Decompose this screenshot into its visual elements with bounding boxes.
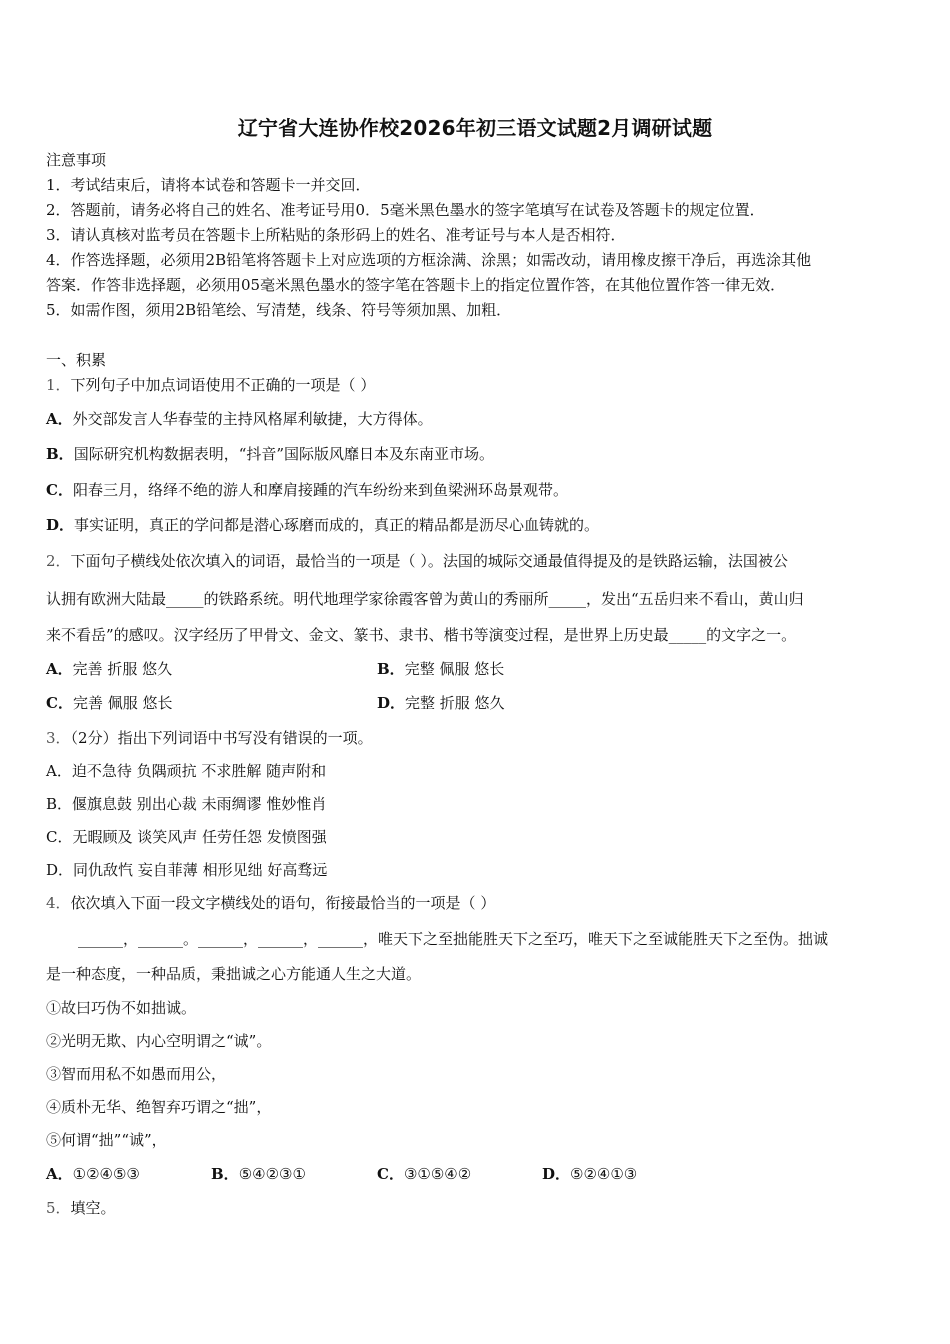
page-title: 辽宁省大连协作校2026年初三语文试题2月调研试题: [237, 116, 713, 140]
question-1-stem: [46, 375, 375, 395]
question-text: 下面句子横线处依次填入的词语，最恰当的一项是（ ）。法国的城际交通最值得提及的是铁路运输，法国被公: [70, 552, 788, 570]
option-label: C．: [377, 1165, 404, 1183]
notice-item: 答案．作答非选择题，必须用05毫米黑色墨水的签字笔在答题卡上的指定位置作答，在其他位置作答一律无效．: [46, 276, 786, 294]
notice-item: 2．答题前，请务必将自己的姓名、准考证号用0．5毫米黑色墨水的签字笔填写在试卷及答题卡的规定位置．: [46, 201, 765, 219]
option-label: B．: [46, 795, 73, 813]
question-2-line: 认拥有欧洲大陆最_____的铁路系统。明代地理学家徐霞客曾为黄山的秀丽所_____，发出“五岳归来不看山，黄山归: [46, 590, 804, 608]
notice-heading: 注意事项: [46, 151, 107, 169]
notice-item: 5．如需作图，须用2B铅笔绘、写清楚，线条、符号等须加黑、加粗．: [46, 301, 512, 319]
option-label: D．: [46, 861, 74, 879]
option-label: A．: [46, 1165, 73, 1183]
question-1-option-c: [46, 480, 568, 500]
question-5-stem: [46, 1198, 116, 1218]
question-4-item: ②光明无欺、内心空明谓之“诚”。: [46, 1032, 272, 1050]
question-2-option-a: [46, 659, 172, 679]
option-text: ⑤④②③①: [238, 1165, 306, 1183]
question-4-stem: [46, 893, 495, 913]
option-text: 偃旗息鼓 别出心裁 未雨绸谬 惟妙惟肖: [72, 795, 327, 813]
option-text: 国际研究机构数据表明，“抖音”国际版风靡日本及东南亚市场。: [73, 445, 495, 463]
option-label: A．: [46, 660, 73, 678]
question-number: 2．: [46, 552, 71, 570]
notice-item: 4．作答选择题，必须用2B铅笔将答题卡上对应选项的方框涂满、涂黑；如需改动，请用橡皮擦干净后，再选涂其他: [46, 251, 812, 269]
option-label: C．: [46, 481, 73, 499]
question-4-option-a: [46, 1164, 140, 1184]
question-2-line: 来不看岳”的感叹。汉字经历了甲骨文、金文、篆书、隶书、楷书等演变过程，是世界上历史最_____的文字之一。: [46, 626, 797, 644]
option-text: 同仇敌忾 妄自菲薄 相形见绌 好高骛远: [73, 861, 328, 879]
section-heading: 一、积累: [46, 351, 107, 369]
question-text: 下列句子中加点词语使用不正确的一项是（ ）: [70, 376, 376, 394]
question-4-option-d: [542, 1164, 637, 1184]
option-text: 无暇顾及 谈笑风声 任劳任怨 发愤图强: [72, 828, 327, 846]
option-label: A．: [46, 410, 73, 428]
question-4-passage: ______，______。______，______，______，唯天下之至拙能胜天下之至巧，唯天下之至诚能胜天下之至伪。拙诚: [78, 930, 829, 948]
option-text: 事实证明，真正的学问都是潜心琢磨而成的，真正的精品都是沥尽心血铸就的。: [74, 516, 600, 534]
question-2-stem: [46, 551, 788, 571]
question-number: 1．: [46, 376, 71, 394]
option-label: B．: [211, 1165, 239, 1183]
question-number: 3．: [46, 729, 71, 747]
option-label: C．: [46, 828, 73, 846]
question-1-option-d: [46, 515, 599, 535]
question-3-option-b: [46, 794, 326, 814]
question-4-item: ③智而用私不如愚而用公，: [46, 1065, 227, 1083]
option-text: 外交部发言人华春莹的主持风格犀利敏捷，大方得体。: [72, 410, 433, 428]
question-number: 4．: [46, 894, 71, 912]
question-1-option-b: [46, 444, 494, 464]
question-text: （2分）指出下列词语中书写没有错误的一项。: [70, 729, 373, 747]
question-4-option-c: [377, 1164, 471, 1184]
question-2-option-b: [377, 659, 504, 679]
option-label: C．: [46, 694, 73, 712]
question-3-option-d: [46, 860, 327, 880]
option-label: D．: [46, 516, 75, 534]
question-1-option-a: [46, 409, 433, 429]
question-3-stem: [46, 728, 373, 748]
question-4-passage: 是一种态度，一种品质，秉拙诚之心方能通人生之大道。: [46, 965, 422, 983]
option-text: 完善 折服 悠久: [72, 660, 173, 678]
option-label: D．: [542, 1165, 571, 1183]
notice-item: 1．考试结束后，请将本试卷和答题卡一并交回．: [46, 176, 371, 194]
option-text: 阳春三月，络绎不绝的游人和摩肩接踵的汽车纷纷来到鱼梁洲环岛景观带。: [72, 481, 568, 499]
option-label: A．: [46, 762, 72, 780]
option-text: 完善 佩服 悠长: [72, 694, 173, 712]
option-text: ③①⑤④②: [403, 1165, 472, 1183]
option-label: B．: [377, 660, 405, 678]
question-3-option-c: [46, 827, 327, 847]
question-2-option-c: [46, 693, 173, 713]
question-4-item: ⑤何谓“拙”“诚”，: [46, 1131, 167, 1149]
question-text: 填空。: [70, 1199, 116, 1217]
option-text: 迫不急待 负隅顽抗 不求胜解 随声附和: [71, 762, 327, 780]
option-text: 完整 折服 悠久: [405, 694, 505, 712]
question-text: 依次填入下面一段文字横线处的语句，衔接最恰当的一项是（ ）: [70, 894, 496, 912]
option-label: B．: [46, 445, 74, 463]
notice-item: 3．请认真核对监考员在答题卡上所粘贴的条形码上的姓名、准考证号与本人是否相符．: [46, 226, 626, 244]
question-4-item: ④质朴无华、绝智弃巧谓之“拙”，: [46, 1098, 272, 1116]
option-text: ⑤②④①③: [570, 1165, 638, 1183]
question-2-option-d: [377, 693, 505, 713]
question-3-option-a: [46, 761, 326, 781]
question-4-item: ①故曰巧伪不如拙诚。: [46, 999, 197, 1017]
question-number: 5．: [46, 1199, 71, 1217]
option-text: ①②④⑤③: [72, 1165, 140, 1183]
option-text: 完整 佩服 悠长: [404, 660, 505, 678]
option-label: D．: [377, 694, 406, 712]
question-4-option-b: [211, 1164, 306, 1184]
